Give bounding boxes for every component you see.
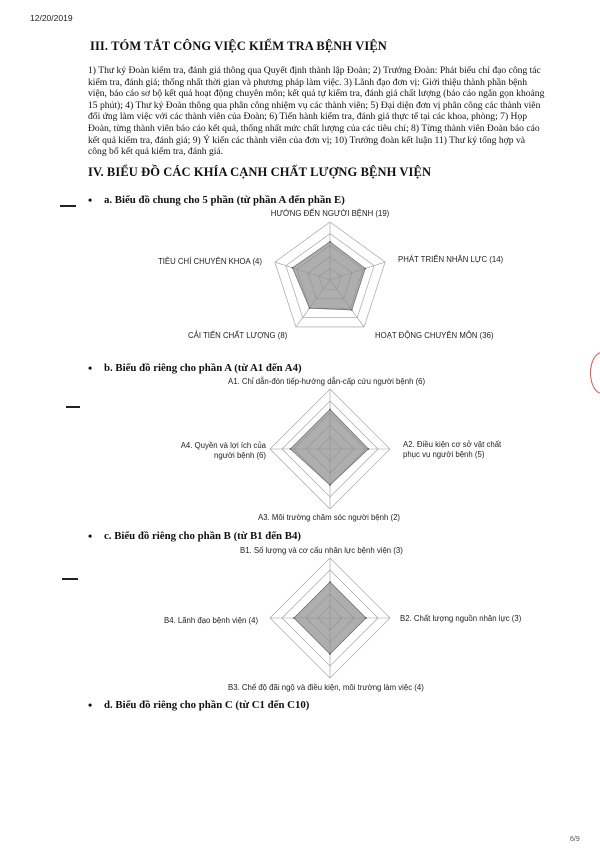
radar-point <box>293 617 295 619</box>
radar-part-a <box>270 389 390 509</box>
page-number: 6/9 <box>570 836 580 843</box>
radar-point <box>364 268 366 270</box>
radar-series-area <box>290 409 368 485</box>
radar-point <box>329 409 331 411</box>
chart-a-label-1: PHÁT TRIỂN NHÂN LỰC (14) <box>398 255 504 264</box>
para-line: Đoàn, từng thành viên báo cáo kết quả, thống nhất mức chất lượng của các tiêu chí; 8) Từng thành viên Đoàn báo cáo <box>88 122 540 134</box>
chart-c-label-1: B2. Chất lượng nguồn nhân lực (3) <box>400 614 522 623</box>
bullet-icon: • <box>88 529 93 543</box>
chart-b-label-3: A4. Quyền và lợi ích của người bệnh (6) <box>180 441 266 460</box>
para-line: công bố kết quả kiểm tra, đánh giá. <box>88 146 224 158</box>
para-line: kết quả kiểm tra, đánh giá; 9) Ý kiến các thành viên của đơn vị; 10) Trưởng đoàn kết luận 11) Thư ký tổng hợp và <box>88 134 525 146</box>
radar-point <box>329 484 331 486</box>
chart-b-label-1: A2. Điều kiện cơ sở vật chất phục vụ người bệnh (5) <box>403 440 502 459</box>
para-line: 1) Thư ký Đoàn kiểm tra, đánh giá thông qua Quyết định thành lập Đoàn; 2) Trưởng Đoàn: Phát biểu chỉ đạo công tác <box>88 65 541 76</box>
subheading-d-text: d. Biểu đồ riêng cho phần C (từ C1 đến C10) <box>104 699 310 711</box>
radar-point <box>365 617 367 619</box>
radar-overall <box>275 222 385 327</box>
radar-series-area <box>294 582 366 654</box>
section-3-title: III. TÓM TẮT CÔNG VIỆC KIỂM TRA BỆNH VIỆN <box>90 39 387 53</box>
subheading-b <box>88 361 302 375</box>
subheading-a-text: a. Biểu đồ chung cho 5 phần (từ phần A đến phần E) <box>104 194 345 206</box>
para-line: kiểm tra, đánh giá; thống nhất thời gian và phương pháp làm việc. 3) Lãnh đạo đơn vị: Giới thiệu thành phần bệnh <box>88 76 527 88</box>
chart-c-label-2: B3. Chế độ đãi ngộ và điều kiện, môi trường làm việc (4) <box>228 683 424 692</box>
radar-point <box>329 581 331 583</box>
chart-a-label-3: CẢI TIẾN CHẤT LƯỢNG (8) <box>188 331 288 340</box>
para-line: viện, báo cáo sơ bộ kết quả hoạt động chuyên môn; kết quả tự kiểm tra, đánh giá chất lượng (báo cáo ngắn gọn khoảng <box>88 88 545 100</box>
section-4-title: IV. BIỂU ĐỒ CÁC KHÍA CẠNH CHẤT LƯỢNG BỆNH VIỆN <box>88 165 432 179</box>
margin-mark <box>66 406 80 408</box>
subheading-d <box>88 698 310 712</box>
radar-point <box>351 309 353 311</box>
subheading-c-text: c. Biểu đồ riêng cho phần B (từ B1 đến B4) <box>104 530 301 542</box>
radar-point <box>329 653 331 655</box>
chart-c-label-0: B1. Số lượng và cơ cấu nhân lực bệnh viện (3) <box>240 546 403 555</box>
chart-c-label-3: B4. Lãnh đạo bệnh viện (4) <box>164 616 259 625</box>
radar-part-b <box>270 558 390 678</box>
para-line: 15 phút); 4) Thư ký Đoàn thông qua phân công nhiệm vụ các thành viên; 5) Đại diện đơn vị phân công các thành viên <box>88 99 541 111</box>
bullet-icon: • <box>88 361 93 375</box>
bullet-icon: • <box>88 193 93 207</box>
margin-mark <box>62 578 78 580</box>
chart-a-label-4: TIÊU CHÍ CHUYÊN KHOA (4) <box>158 257 262 266</box>
radar-point <box>292 267 294 269</box>
chart-a-label-0: HƯỚNG ĐẾN NGƯỜI BỆNH (19) <box>270 209 390 218</box>
bullet-icon: • <box>88 698 93 712</box>
subheading-c <box>88 529 301 543</box>
radar-point <box>309 307 311 309</box>
chart-b-label-0: A1. Chỉ dẫn-đón tiếp-hướng dẫn-cấp cứu người bệnh (6) <box>228 377 426 386</box>
radar-point <box>368 448 370 450</box>
print-date: 12/20/2019 <box>30 13 73 23</box>
radar-point <box>290 448 292 450</box>
para-line: đối ứng làm việc với các thành viên của Đoàn; 6) Tiến hành kiểm tra, đánh giá thực tế tại các khoa, phòng; 7) Họp <box>88 111 528 123</box>
radar-point <box>329 241 331 243</box>
subheading-b-text: b. Biểu đồ riêng cho phần A (từ A1 đến A4) <box>104 362 302 374</box>
radar-series-area <box>292 242 365 310</box>
chart-a-label-2: HOẠT ĐỘNG CHUYÊN MÔN (36) <box>375 331 494 340</box>
chart-b-label-2: A3. Môi trường chăm sóc người bệnh (2) <box>258 513 401 522</box>
